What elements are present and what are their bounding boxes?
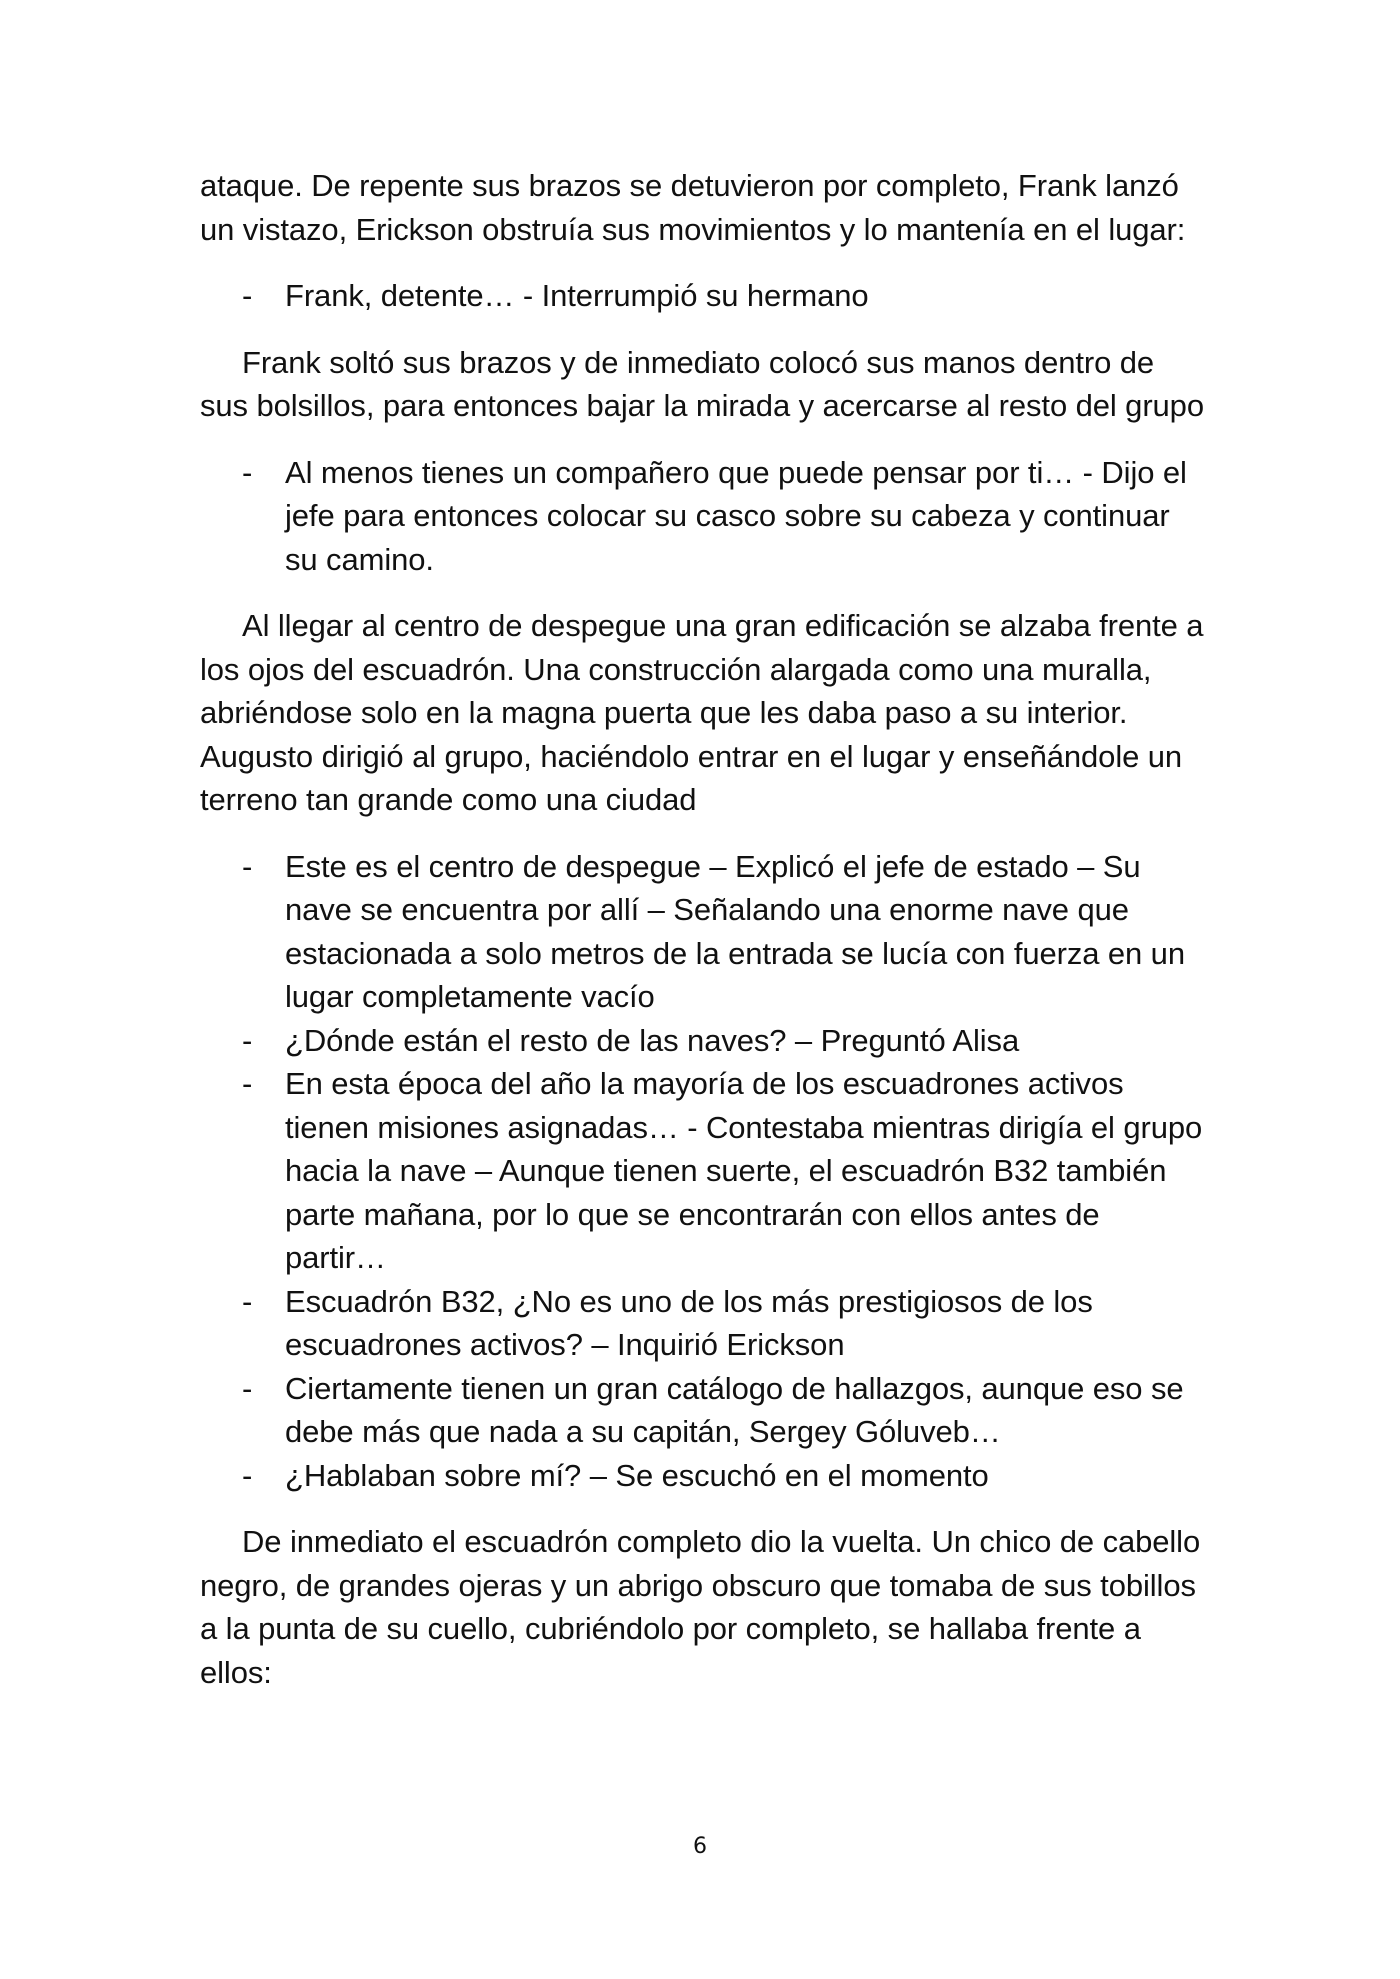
paragraph: Al llegar al centro de despegue una gran edificación se alzaba frente a los ojos del escuadrón. Una construcción alargada como una muralla, abriéndose solo en la magna puerta que les daba paso a su interior. Augusto dirigió al grupo, haciéndolo entrar en el lugar y enseñándole un terreno tan grande como una ciudad: [200, 608, 1204, 817]
dialogue-list: [200, 451, 1205, 582]
dash-marker: -: [242, 1370, 253, 1406]
paragraph: Frank soltó sus brazos y de inmediato colocó sus manos dentro de sus bolsillos, para entonces bajar la mirada y acercarse al resto del grupo: [200, 344, 1204, 423]
dialogue-line: [200, 451, 1205, 582]
dash-marker: -: [242, 454, 253, 490]
dialogue-line: [200, 1454, 1205, 1498]
dialogue-text: Ciertamente tienen un gran catálogo de hallazgos, aunque eso se debe más que nada a su capitán, Sergey Góluveb…: [285, 1370, 1184, 1449]
paragraph: ataque. De repente sus brazos se detuvieron por completo, Frank lanzó un vistazo, Erickson obstruía sus movimientos y lo mantenía en el lugar:: [200, 168, 1186, 247]
dialogue-text: Este es el centro de despegue – Explicó el jefe de estado – Su nave se encuentra por allí – Señalando una enorme nave que estacionada a solo metros de la entrada se lucía con fuerza en un lugar completamente vacío: [285, 848, 1185, 1014]
dialogue-line: [200, 1367, 1205, 1454]
dialogue-text: Frank, detente… - Interrumpió su hermano: [285, 278, 869, 313]
page-content: [200, 164, 1205, 1717]
dash-marker: -: [242, 1457, 253, 1493]
dialogue-line: [200, 845, 1205, 1019]
dialogue-text: ¿Hablaban sobre mí? – Se escuchó en el momento: [285, 1457, 989, 1493]
dialogue-line: [200, 1062, 1205, 1280]
dialogue-text: Al menos tienes un compañero que puede pensar por ti… - Dijo el jefe para entonces colocar su casco sobre su cabeza y continuar su camino.: [285, 454, 1187, 577]
dialogue-list: [200, 274, 1205, 318]
dialogue-text: En esta época del año la mayoría de los escuadrones activos tienen misiones asignadas… - Contestaba mientras dirigía el grupo hacia la nave – Aunque tienen suerte, el escuadrón B32 también parte mañana, por lo que se encontrarán con ellos antes de partir…: [285, 1066, 1203, 1275]
dialogue-text: Escuadrón B32, ¿No es uno de los más prestigiosos de los escuadrones activos? – Inquirió Erickson: [285, 1283, 1093, 1362]
dash-marker: -: [242, 1283, 253, 1319]
dialogue-line: [200, 1280, 1205, 1367]
dash-marker: -: [242, 278, 253, 313]
dash-marker: -: [242, 1066, 253, 1101]
dash-marker: -: [242, 1022, 253, 1058]
paragraph: De inmediato el escuadrón completo dio la vuelta. Un chico de cabello negro, de grandes ojeras y un abrigo obscuro que tomaba de sus tobillos a la punta de su cuello, cubriéndolo por completo, se hallaba frente a ellos:: [200, 1524, 1201, 1690]
dash-marker: -: [242, 848, 253, 884]
dialogue-text: ¿Dónde están el resto de las naves? – Preguntó Alisa: [285, 1022, 1020, 1058]
dialogue-line: [200, 274, 1205, 318]
dialogue-list: [200, 845, 1205, 1498]
page-number: 6: [693, 1834, 707, 1859]
dialogue-line: [200, 1019, 1205, 1063]
